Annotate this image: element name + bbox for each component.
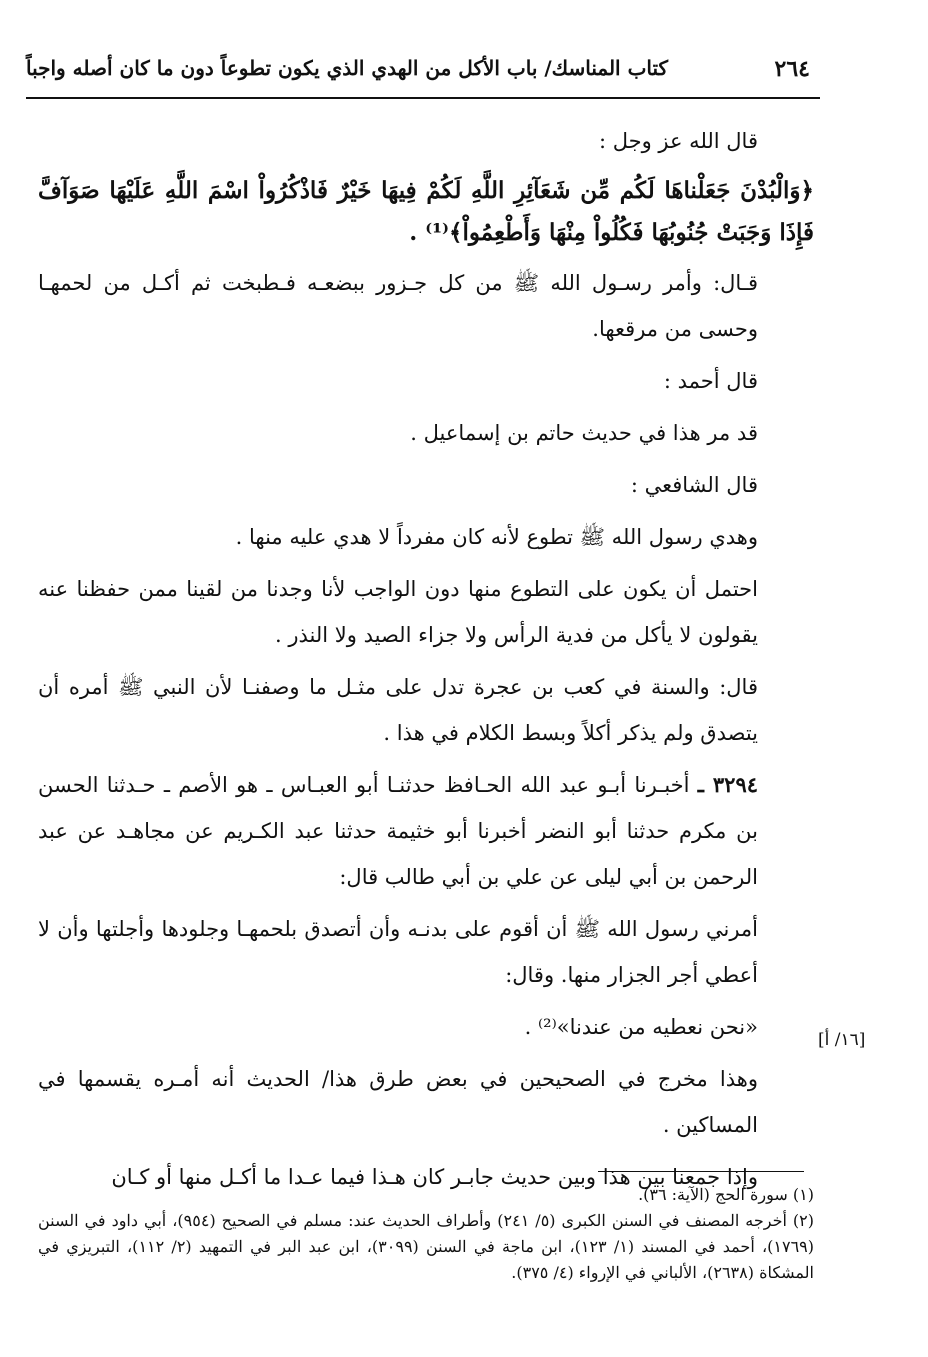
paragraph-ahmad: قد مر هذا في حديث حاتم بن إسماعيل . xyxy=(410,421,758,445)
hadith-number: ٣٢٩٤ ـ xyxy=(697,772,759,797)
page-number: ٢٦٤ xyxy=(774,56,810,82)
paragraph-jabir: وإذا جمعنا بين هذا وبين حديث جابـر كان هـذا فيما عـدا ما أكـل منها أو كـان xyxy=(111,1165,758,1189)
paragraph-sahihayn: وهذا مخرج في الصحيحين في بعض طرق هذا/ الحديث أنه أمـره يقسمها في المساكين . xyxy=(38,1067,758,1137)
paragraph-intro: قال الله عز وجل : xyxy=(598,129,758,153)
hadith-isnad: أخبـرنا أبـو عبد الله الحـافظ حدثنـا أبو العبـاس ـ هو الأصم ـ حـدثنا الحسن بن مكرم حدثنا أبو النضر أخبرنا أبو خثيمة حدثنا عبد الكـريم عن مجاهـد عن عبد الرحمن بن أبي ليلى عن علي بن أبي طالب قال: xyxy=(38,773,758,889)
footnote-2: (٢) أخرجه المصنف في السنن الكبرى (٥/ ٢٤١) وأطراف الحديث عند: مسلم في الصحيح (٩٥٤)، أبي داود في السنن (١٧٦٩)، أحمد في المسند (١/ ١٢٣)، ابن ماجة في السنن (٣٠٩٩)، ابن عبد البر في التمهيد (٢/ ١١٢)، التبريزي في المشكاة (٢٦٣٨)، الألباني في الإرواء (٤/ ٣٧٥). xyxy=(38,1211,815,1282)
paragraph-quote: «نحن نعطيه من عندنا»⁽²⁾ . xyxy=(524,1015,758,1039)
paragraph-ihtamal: احتمل أن يكون على التطوع منها دون الواجب لأنا وجدنا من لقينا ممن حفظنا عنه يقولون لا يأكل من فدية الرأس ولا جزاء الصيد ولا النذر . xyxy=(38,577,758,647)
paragraph-ahmad-heading: قال أحمد : xyxy=(663,369,758,393)
paragraph-hadith-text: أمرني رسول الله ﷺ أن أقوم على بدنـه وأن أتصدق بلحمهـا وجلودها وأجلتها وأن لا أعطي أجر الجزار منها. وقال: xyxy=(38,917,758,987)
quran-verse: ﴿وَالْبُدْنَ جَعَلْناهَا لَكُم مِّن شَعَآئِرِ اللَّهِ لَكُمْ فِيهَا خَيْرٌ فَاذْكُرُواْ اسْمَ اللَّهِ عَلَيْهَا صَوَآفَّ فَإِذَا وَجَبَتْ جُنُوبُهَا فَكُلُواْ مِنْهَا وَأَطْعِمُواْ﴾⁽¹⁾ . xyxy=(38,177,814,246)
footnotes xyxy=(38,1182,814,1286)
paragraph-sunnah: قال: والسنة في كعب بن عجرة تدل على مثـل ما وصفنـا لأن النبي ﷺ أمره أن يتصدق ولم يذكر أكلاً وبسط الكلام في هذا . xyxy=(38,675,758,745)
paragraph-hadith-chain xyxy=(38,762,814,900)
main-text xyxy=(38,118,814,1206)
page-header xyxy=(26,52,820,102)
header-rule xyxy=(26,97,820,99)
paragraph-shafii-heading: قال الشافعي : xyxy=(630,473,758,497)
paragraph-narration: قـال: وأمر رسـول الله ﷺ من كل جـزور ببضعـه فـطبخت ثم أكـل من لحمهـا وحسى من مرقعها. xyxy=(38,271,758,341)
manuscript-folio-reference: [١٦/ أ] xyxy=(818,1030,866,1050)
running-title: كتاب المناسك/ باب الأكل من الهدي الذي يكون تطوعاً دون ما كان أصله واجباً xyxy=(26,56,669,80)
footnote-1: (١) سورة الحج (الآية: ٣٦). xyxy=(638,1185,814,1204)
paragraph-shafii: وهدي رسول الله ﷺ تطوع لأنه كان مفرداً لا هدي عليه منها . xyxy=(235,525,758,549)
footnote-separator xyxy=(598,1171,804,1172)
